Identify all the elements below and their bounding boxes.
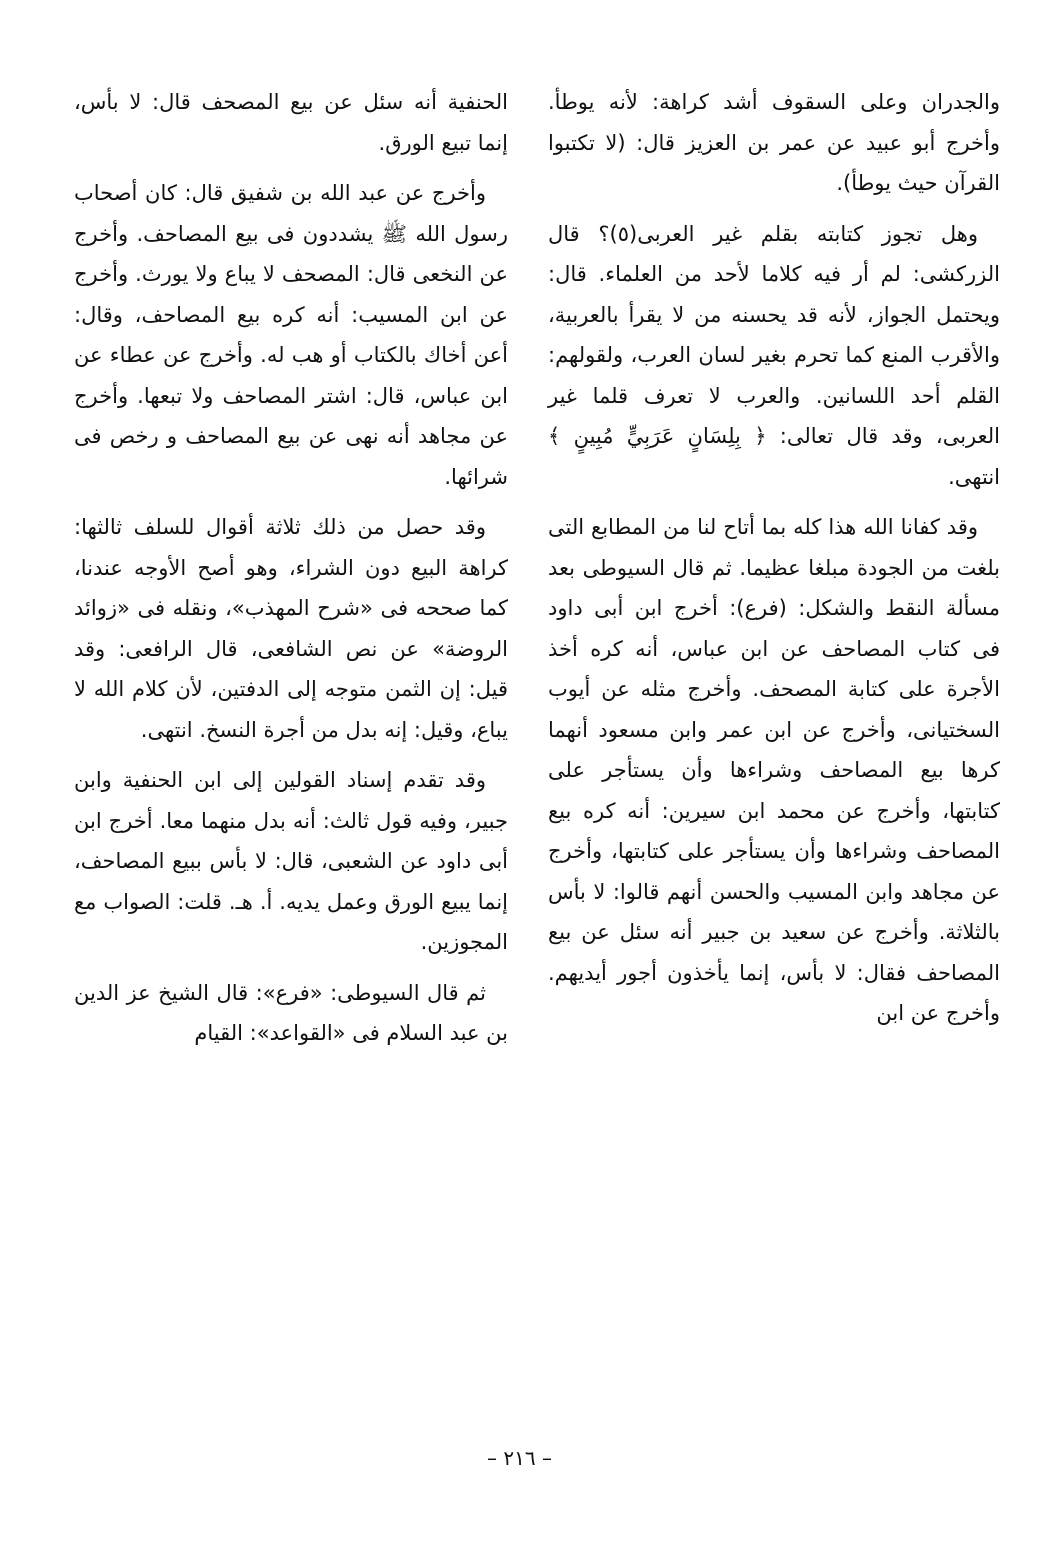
paragraph: وأخرج عن عبد الله بن شفيق قال: كان أصحاب رسول الله ﷺ يشددون فى بيع المصاحف. وأخرج عن النخعى قال: المصحف لا يباع ولا يورث. وأخرج عن ابن المسيب: أنه كره بيع المصاحف، وقال: أعن أخاك بالكتاب أو هب له. وأخرج عن عطاء عن ابن عباس، قال: اشتر المصاحف ولا تبعها. وأخرج عن مجاهد أنه نهى عن بيع المصاحف و رخص فى شرائها. — [74, 181, 508, 489]
paragraph: وقد تقدم إسناد القولين إلى ابن الحنفية وابن جبير، وفيه قول ثالث: أنه بدل منهما معا. أخرج ابن أبى داود عن الشعبى، قال: لا بأس ببيع المصاحف، إنما يبيع الورق وعمل يديه. أ. هـ. قلت: الصواب مع المجوزين. — [74, 768, 508, 954]
paragraph: والجدران وعلى السقوف أشد كراهة: لأنه يوطأ. وأخرج أبو عبيد عن عمر بن العزيز قال: (لا تكتبوا القرآن حيث يوطأ). — [548, 90, 1000, 195]
paragraph: وقد كفانا الله هذا كله بما أتاح لنا من المطابع التى بلغت من الجودة مبلغا عظيما. ثم قال السيوطى بعد مسألة النقط والشكل: (فرع): أخرج ابن أبى داود فى كتاب المصاحف عن ابن عباس، أنه كره أخذ الأجرة على كتابة المصحف. وأخرج مثله عن أيوب السختيانى، وأخرج عن ابن عمر وابن مسعود أنهما كرها بيع المصاحف وشراءها وأن يستأجر على كتابتها، وأخرج عن محمد ابن سيرين: أنه كره بيع المصاحف وشراءها وأن يستأجر على كتابتها، وأخرج عن مجاهد وابن المسيب والحسن أنهم قالوا: لا بأس بالثلاثة. وأخرج عن سعيد بن جبير أنه سئل عن بيع المصاحف فقال: لا بأس، إنما يأخذون أجور أيديهم. وأخرج عن ابن — [548, 515, 1000, 1025]
paragraph: وهل تجوز كتابته بقلم غير العربى(٥)؟ قال الزركشى: لم أر فيه كلاما لأحد من العلماء. قال: ويحتمل الجواز، لأنه قد يحسنه من لا يقرأ بالعربية، والأقرب المنع كما تحرم بغير لسان العرب، ولقولهم: القلم أحد اللسانين. والعرب لا تعرف قلما غير العربى، وقد قال تعالى: ﴿ بِلِسَانٍ عَرَبِيٍّ مُبِينٍ ﴾ انتهى. — [548, 221, 1000, 489]
paragraph: الحنفية أنه سئل عن بيع المصحف قال: لا بأس، إنما تبيع الورق. — [74, 90, 508, 155]
paragraph: ثم قال السيوطى: «فرع»: قال الشيخ عز الدين بن عبد السلام فى «القواعد»: القيام — [74, 980, 508, 1045]
left-text-column — [74, 82, 508, 1064]
paragraph: وقد حصل من ذلك ثلاثة أقوال للسلف ثالثها: كراهة البيع دون الشراء، وهو أصح الأوجه عندنا، كما صححه فى «شرح المهذب»، ونقله فى «زوائد الروضة» عن نص الشافعى، قال الرافعى: وقد قيل: إن الثمن متوجه إلى الدفتين، لأن كلام الله لا يباع، وقيل: إنه بدل من أجرة النسخ. انتهى. — [74, 515, 508, 742]
page-number: – ٢١٦ – — [487, 1446, 552, 1470]
right-text-column — [548, 82, 1000, 1044]
